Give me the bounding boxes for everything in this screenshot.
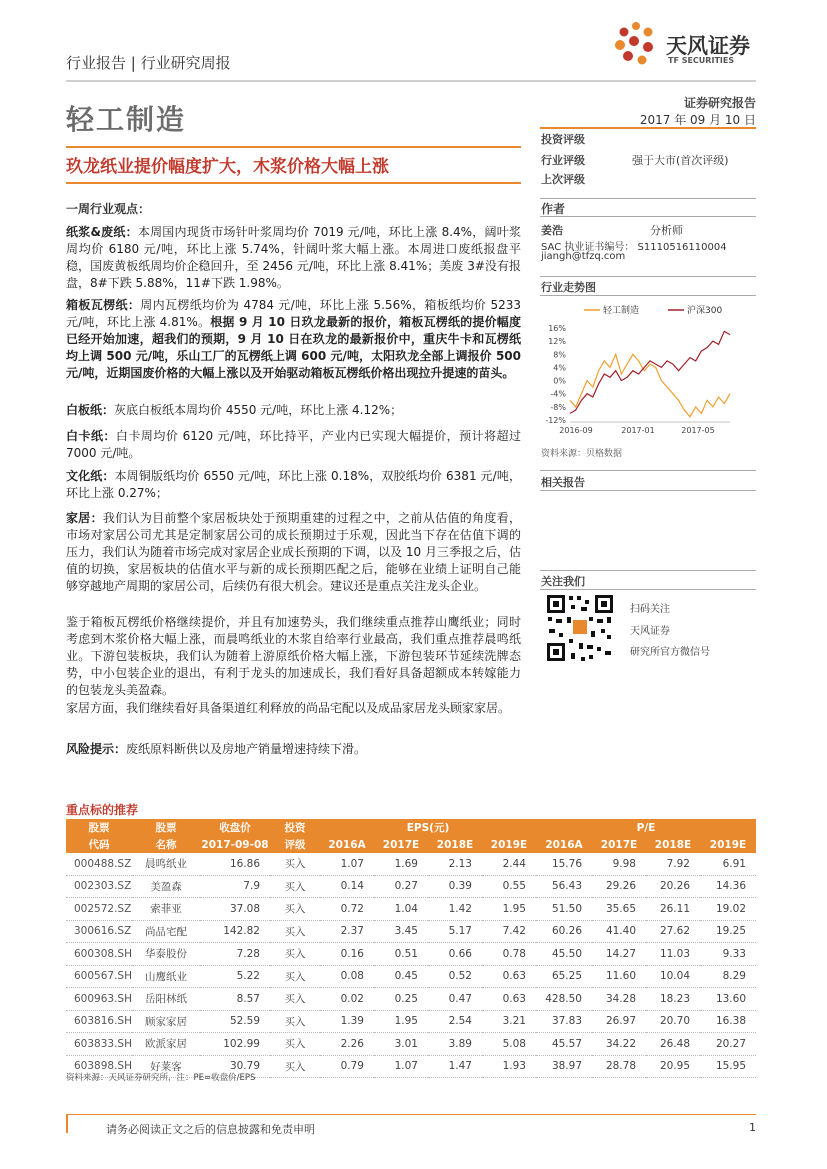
table-cell: 5.17 — [428, 920, 482, 943]
stock-code-cell: 002303.SZ — [66, 875, 132, 898]
table-cell: 1.04 — [374, 898, 428, 921]
table-cell: 11.60 — [592, 965, 646, 988]
y-tick-label: -4% — [550, 389, 566, 399]
rating-title: 投资评级 — [541, 133, 585, 146]
stock-name-cell: 山鹰纸业 — [132, 965, 200, 988]
table-header-cell: 股票 — [66, 819, 132, 836]
table-header-cell: 2017E — [592, 836, 646, 853]
legend-label: 轻工制造 — [603, 306, 640, 316]
stock-name-cell: 晨鸣纸业 — [132, 853, 200, 875]
y-tick-label: 8% — [553, 350, 566, 360]
table-cell: 0.63 — [482, 965, 536, 988]
table-cell: 37.83 — [536, 1010, 592, 1033]
legend-label: 沪深300 — [687, 306, 723, 316]
paragraph-text: 我们认为目前整个家居板块处于预期重建的过程之中，之前从估值的角度看，市场对家居公司尤其是定制家居公司的成长预期过于乐观，因此当下存在估值下调的压力，我们认为随着市场完成对家居企业成长预期的下调，以及 10 月三季报之后，估值的切换，家居板块的估值水平与新的成长预期匹配之后，能够在业绩上证明自己能够穿越地产周期的家居公司，后续仍有很大机会。建议还是重点关注龙头企业。 — [66, 511, 521, 593]
stock-code-cell: 300616.SZ — [66, 920, 132, 943]
table-header-cell: 2016A — [320, 836, 374, 853]
qr-caption: 扫码关注 — [630, 604, 670, 615]
author-title: 作者 — [541, 202, 566, 216]
paragraph-text: 本周铜版纸均价 6550 元/吨，环比上涨 0.18%，双胶纸均价 6381 元/吨，环比上涨 0.27%； — [66, 469, 521, 500]
page-number: 1 — [749, 1121, 756, 1134]
paragraph-label: 家居： — [66, 511, 103, 525]
table-header-cell: 2017-09-08 — [200, 836, 270, 853]
paragraph-text: 灰底白板纸本周均价 4550 元/吨，环比上涨 4.12%； — [114, 403, 403, 417]
table-cell: 14.36 — [700, 875, 756, 898]
table-cell: 28.78 — [592, 1055, 646, 1078]
table-cell: 102.99 — [200, 1033, 270, 1056]
table-cell: 0.14 — [320, 875, 374, 898]
table-cell: 3.45 — [374, 920, 428, 943]
table-header-cell: 2017E — [374, 836, 428, 853]
table-cell: 2.54 — [428, 1010, 482, 1033]
trend-chart-svg — [540, 300, 756, 440]
table-cell: 0.52 — [428, 965, 482, 988]
table-cell: 19.02 — [700, 898, 756, 921]
related-title: 相关报告 — [541, 476, 585, 489]
table-cell: 5.08 — [482, 1033, 536, 1056]
stock-code-cell: 600308.SH — [66, 943, 132, 966]
table-cell: 52.59 — [200, 1010, 270, 1033]
stock-name-cell: 华泰股份 — [132, 943, 200, 966]
table-header-row — [66, 819, 756, 836]
chart-source: 资料来源：贝格数据 — [541, 449, 623, 459]
table-cell: 20.26 — [646, 875, 700, 898]
table-cell: 买入 — [270, 1010, 320, 1033]
table-header-cell: 2019E — [482, 836, 536, 853]
table-source: 资料来源：天风证券研究所，注：PE=收盘价/EPS — [66, 1073, 256, 1083]
table-cell: 34.22 — [592, 1033, 646, 1056]
footer-accent — [66, 1115, 68, 1133]
y-tick-label: 0% — [553, 376, 566, 386]
table-cell: 5.22 — [200, 965, 270, 988]
table-cell: 65.25 — [536, 965, 592, 988]
stock-name-cell: 索菲亚 — [132, 898, 200, 921]
follow-title: 关注我们 — [541, 575, 585, 588]
stock-code-cell: 603833.SH — [66, 1033, 132, 1056]
paragraph-label: 文化纸： — [66, 469, 115, 483]
trend-title: 行业走势图 — [541, 281, 596, 294]
stock-name-cell: 顾家家居 — [132, 1010, 200, 1033]
table-header-row — [66, 836, 756, 853]
headline: 玖龙纸业提价幅度扩大，木浆价格大幅上涨 — [66, 157, 389, 177]
y-tick-label: 4% — [553, 363, 566, 373]
table-cell: 2.37 — [320, 920, 374, 943]
recommendation-table — [66, 819, 756, 1078]
table-cell: 0.16 — [320, 943, 374, 966]
table-row — [66, 1010, 756, 1033]
y-tick-label: -12% — [545, 416, 566, 425]
sidebar-rule — [540, 570, 756, 571]
paragraph-corrugated — [66, 297, 521, 382]
y-tick-label: -8% — [550, 402, 566, 412]
table-cell: 27.62 — [646, 920, 700, 943]
paragraph-text: 本周国内现货市场针叶浆周均价 7019 元/吨，环比上涨 8.4%，阔叶浆周均价 6180 元/吨，环比上涨 5.74%，针阔叶浆大幅上涨。本周进口废纸报盘平稳，国废黄板纸周均价企稳回升，至 2456 元/吨，环比上涨 8.41%；美废 3#没有报盘，8#下跌 5.88%，11#下跌 1.98%。 — [66, 225, 521, 290]
table-cell: 0.63 — [482, 988, 536, 1011]
table-cell: 0.47 — [428, 988, 482, 1011]
prev-rating-label: 上次评级 — [541, 173, 585, 186]
logo-en-text: TF SECURITIES — [668, 56, 735, 65]
table-cell: 1.47 — [428, 1055, 482, 1078]
table-cell: 20.70 — [646, 1010, 700, 1033]
table-cell: 26.97 — [592, 1010, 646, 1033]
author-cert: SAC 执业证书编号： S1110516110004 — [541, 242, 727, 253]
stock-code-cell: 002572.SZ — [66, 898, 132, 921]
sidebar-rule — [540, 589, 756, 590]
table-row — [66, 965, 756, 988]
table-cell: 0.78 — [482, 943, 536, 966]
paragraph-furniture — [66, 510, 521, 595]
footer-divider — [66, 1114, 756, 1115]
paragraph-recommendation: 鉴于箱板瓦楞纸价格继续提价，并且有加速势头，我们继续重点推荐山鹰纸业；同时考虑到木浆价格大幅上涨，而晨鸣纸业的木浆自给率行业最高，我们重点推荐晨鸣纸业。下游包装板块，我们认为随着上游原纸价格大幅上涨，下游包装环节延续洗牌态势，中小包装企业的退出，有利于龙头的加速成长，我们看好具备超额成本转嫁能力的包装龙头美盈森。 — [66, 615, 521, 697]
table-cell: 0.08 — [320, 965, 374, 988]
table-cell: 7.42 — [482, 920, 536, 943]
x-tick-label: 2017-05 — [681, 426, 715, 435]
stock-name-cell: 好莱客 — [132, 1055, 200, 1078]
table-header-cell: 投资 — [270, 819, 320, 836]
table-cell: 2.26 — [320, 1033, 374, 1056]
table-cell: 7.9 — [200, 875, 270, 898]
paragraph-text: 周内瓦楞纸均价为 4784 元/吨，环比上涨 5.56%，箱板纸均价 5233 元/吨，环比上涨 4.81%。 — [66, 298, 521, 329]
paragraph-whiteboard — [66, 402, 521, 419]
table-cell: 买入 — [270, 943, 320, 966]
paragraph-cultural-paper — [66, 468, 521, 502]
rating-value: 强于大市(首次评级) — [632, 154, 729, 167]
headline-rule-bottom — [66, 182, 521, 184]
header-divider — [66, 80, 756, 82]
stock-code-cell: 603816.SH — [66, 1010, 132, 1033]
logo-mark-icon — [612, 20, 660, 66]
author-role: 分析师 — [650, 224, 683, 237]
x-tick-label: 2016-09 — [559, 426, 593, 435]
table-cell: 14.27 — [592, 943, 646, 966]
stock-name-cell: 美盈森 — [132, 875, 200, 898]
table-cell: 16.38 — [700, 1010, 756, 1033]
sidebar-rule — [540, 490, 756, 491]
table-cell: 10.04 — [646, 965, 700, 988]
paragraph-label: 纸浆&废纸： — [66, 225, 138, 239]
table-cell: 买入 — [270, 1055, 320, 1078]
section-title: 一周行业观点： — [66, 202, 151, 216]
rating-label: 行业评级 — [541, 154, 585, 167]
series-line-0 — [570, 354, 730, 416]
table-cell: 8.29 — [700, 965, 756, 988]
table-row — [66, 853, 756, 875]
table-cell: 1.07 — [320, 853, 374, 875]
table-header-cell: 代码 — [66, 836, 132, 853]
report-date: 2017 年 09 月 10 日 — [639, 113, 756, 127]
table-cell: 2.44 — [482, 853, 536, 875]
qr-caption: 研究所官方微信号 — [630, 647, 710, 658]
author-name: 姜浩 — [541, 224, 563, 237]
paragraph-bold-text: 根据 9 月 10 日玖龙最新的报价，箱板瓦楞纸的提价幅度已经开始加速，超我们的预期，9 月 10 日在玖龙的最新报价中，重庆牛卡和瓦楞纸均上调 500 元/吨，乐山工厂的瓦楞纸上调 600 元/吨，太阳玖龙全部上调报价 500 元/吨，近期国废价格的大幅上涨以及开始驱动箱板瓦楞纸价格出现拉升提速的苗头。 — [66, 315, 521, 380]
table-cell: 1.39 — [320, 1010, 374, 1033]
stock-code-cell: 600567.SH — [66, 965, 132, 988]
sidebar-rule — [540, 127, 756, 129]
author-email[interactable]: jiangh@tfzq.com — [541, 251, 626, 262]
table-cell: 41.40 — [592, 920, 646, 943]
table-cell: 1.07 — [374, 1055, 428, 1078]
table-cell: 0.25 — [374, 988, 428, 1011]
table-cell: 16.86 — [200, 853, 270, 875]
table-row — [66, 1033, 756, 1056]
table-row — [66, 943, 756, 966]
table-row — [66, 988, 756, 1011]
paragraph-label: 风险提示： — [66, 742, 127, 756]
table-cell: 0.39 — [428, 875, 482, 898]
stock-code-cell: 603898.SH — [66, 1055, 132, 1078]
qr-caption: 天风证券 — [630, 626, 670, 637]
stock-code-cell: 000488.SZ — [66, 853, 132, 875]
table-header-cell: 评级 — [270, 836, 320, 853]
table-cell: 428.50 — [536, 988, 592, 1011]
table-cell: 37.08 — [200, 898, 270, 921]
table-row — [66, 875, 756, 898]
paragraph-whitecard — [66, 428, 521, 462]
table-cell: 买入 — [270, 875, 320, 898]
industry-title: 轻工制造 — [66, 103, 187, 136]
table-cell: 29.26 — [592, 875, 646, 898]
paragraph-pulp — [66, 224, 521, 292]
table-cell: 买入 — [270, 898, 320, 921]
paragraph-text: 废纸原料断供以及房地产销量增速持续下滑。 — [126, 742, 367, 756]
table-cell: 15.95 — [700, 1055, 756, 1078]
sidebar-rule — [540, 276, 756, 277]
table-cell: 35.65 — [592, 898, 646, 921]
table-cell: 45.57 — [536, 1033, 592, 1056]
table-cell: 2.13 — [428, 853, 482, 875]
table-cell: 1.95 — [374, 1010, 428, 1033]
paragraph-furniture-pick: 家居方面，我们继续看好具备渠道红利释放的尚品宅配以及成品家居龙头顾家家居。 — [66, 701, 511, 715]
table-cell: 0.02 — [320, 988, 374, 1011]
x-tick-label: 2017-01 — [621, 426, 655, 435]
paragraph-text: 白卡周均价 6120 元/吨，环比持平，产业内已实现大幅提价，预计将超过 7000 元/吨。 — [66, 429, 521, 460]
table-cell: 20.27 — [700, 1033, 756, 1056]
table-cell: 买入 — [270, 1033, 320, 1056]
table-header-cell: P/E — [536, 819, 756, 836]
table-cell: 30.79 — [200, 1055, 270, 1078]
table-row — [66, 898, 756, 921]
table-cell: 3.89 — [428, 1033, 482, 1056]
table-cell: 7.92 — [646, 853, 700, 875]
y-tick-label: 12% — [548, 337, 566, 347]
table-cell: 38.97 — [536, 1055, 592, 1078]
stock-code-cell: 600963.SH — [66, 988, 132, 1011]
table-title: 重点标的推荐 — [66, 803, 139, 817]
table-cell: 3.01 — [374, 1033, 428, 1056]
headline-rule-top — [66, 146, 521, 148]
table-cell: 0.72 — [320, 898, 374, 921]
table-cell: 60.26 — [536, 920, 592, 943]
table-cell: 9.98 — [592, 853, 646, 875]
paragraph-label: 箱板瓦楞纸： — [66, 298, 141, 312]
table-header-cell: EPS(元) — [320, 819, 536, 836]
sidebar-rule — [540, 470, 756, 471]
paragraph-label: 白卡纸： — [66, 429, 116, 443]
table-cell: 0.51 — [374, 943, 428, 966]
y-tick-label: 16% — [548, 324, 566, 333]
sidebar-rule — [540, 216, 756, 217]
table-cell: 26.48 — [646, 1033, 700, 1056]
table-cell: 56.43 — [536, 875, 592, 898]
trend-chart — [540, 300, 756, 440]
table-cell: 9.33 — [700, 943, 756, 966]
footer-disclaimer: 请务必阅读正文之后的信息披露和免责申明 — [106, 1123, 315, 1136]
logo-cn-text: 天风证券 — [666, 34, 750, 58]
stock-name-cell: 尚品宅配 — [132, 920, 200, 943]
table-cell: 1.69 — [374, 853, 428, 875]
table-cell: 0.79 — [320, 1055, 374, 1078]
stock-name-cell: 岳阳林纸 — [132, 988, 200, 1011]
table-header-cell: 2018E — [646, 836, 700, 853]
table-cell: 0.27 — [374, 875, 428, 898]
table-cell: 6.91 — [700, 853, 756, 875]
sidebar-rule — [540, 198, 756, 199]
table-header-cell: 股票 — [132, 819, 200, 836]
table-cell: 0.55 — [482, 875, 536, 898]
table-cell: 13.60 — [700, 988, 756, 1011]
sidebar-rule — [540, 295, 756, 296]
table-cell: 8.57 — [200, 988, 270, 1011]
table-cell: 18.23 — [646, 988, 700, 1011]
table-header-cell: 2019E — [700, 836, 756, 853]
company-logo — [612, 20, 762, 70]
table-cell: 51.50 — [536, 898, 592, 921]
table-cell: 买入 — [270, 988, 320, 1011]
report-type: 证券研究报告 — [683, 96, 756, 110]
table-cell: 11.03 — [646, 943, 700, 966]
table-header-cell: 2018E — [428, 836, 482, 853]
stock-name-cell: 欧派家居 — [132, 1033, 200, 1056]
table-cell: 7.28 — [200, 943, 270, 966]
table-header-cell: 名称 — [132, 836, 200, 853]
table-cell: 15.76 — [536, 853, 592, 875]
qr-code-icon[interactable] — [545, 593, 615, 663]
table-header-cell: 收盘价 — [200, 819, 270, 836]
table-cell: 0.45 — [374, 965, 428, 988]
table-cell: 1.95 — [482, 898, 536, 921]
table-cell: 1.42 — [428, 898, 482, 921]
table-cell: 买入 — [270, 920, 320, 943]
paragraph-label: 白板纸： — [66, 403, 115, 417]
table-cell: 买入 — [270, 965, 320, 988]
table-cell: 142.82 — [200, 920, 270, 943]
table-header-cell: 2016A — [536, 836, 592, 853]
table-cell: 19.25 — [700, 920, 756, 943]
series-line-1 — [570, 331, 730, 413]
table-cell: 0.66 — [428, 943, 482, 966]
table-cell: 3.21 — [482, 1010, 536, 1033]
table-cell: 1.93 — [482, 1055, 536, 1078]
table-cell: 26.11 — [646, 898, 700, 921]
table-cell: 34.28 — [592, 988, 646, 1011]
table-cell: 20.95 — [646, 1055, 700, 1078]
report-breadcrumb: 行业报告 | 行业研究周报 — [66, 54, 231, 72]
table-cell: 买入 — [270, 853, 320, 875]
paragraph-risk — [66, 741, 521, 758]
table-cell: 45.50 — [536, 943, 592, 966]
table-row — [66, 920, 756, 943]
